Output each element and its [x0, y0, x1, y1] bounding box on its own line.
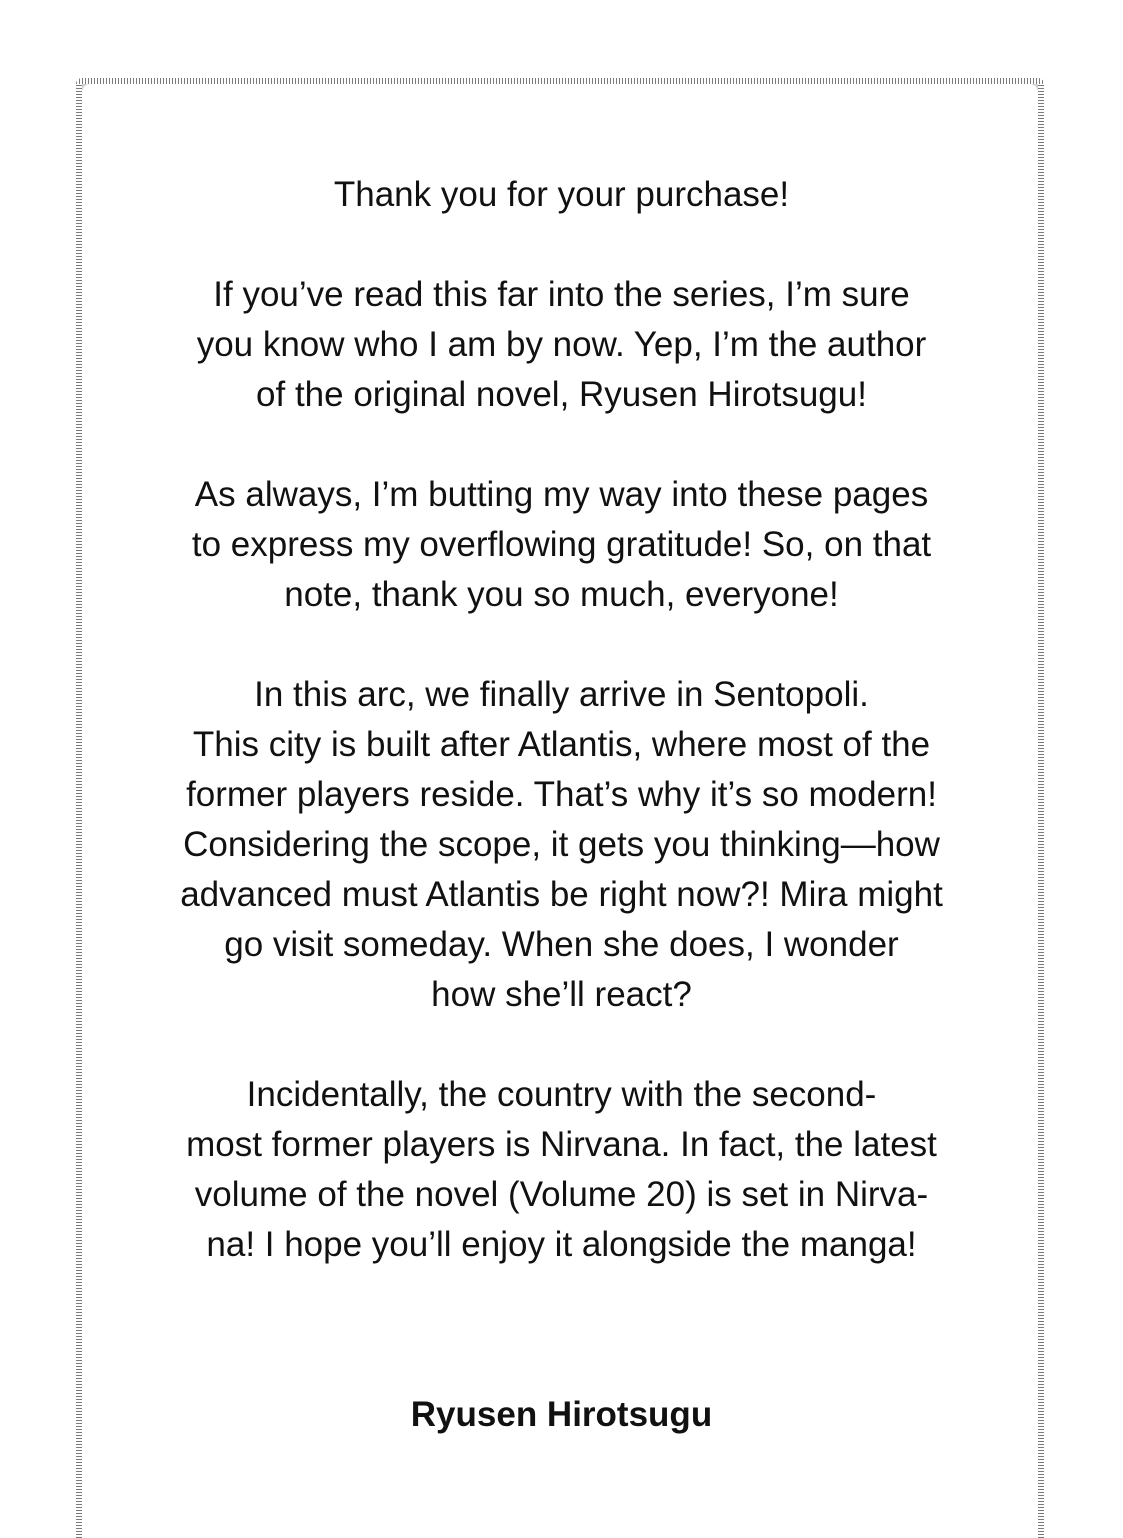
paragraph-sentopoli — [100, 670, 1023, 1020]
text-line: advanced must Atlantis be right now?! Mira might — [180, 875, 943, 914]
text-line: former players reside. That’s why it’s so modern! — [186, 775, 937, 814]
text-line: Thank you for your purchase! — [333, 175, 790, 214]
text-line: As always, I’m butting my way into these pages — [194, 475, 929, 514]
text-line: volume of the novel (Volume 20) is set in Nirva- — [194, 1175, 929, 1214]
paragraph-gratitude — [100, 470, 1023, 620]
text-line: most former players is Nirvana. In fact, the latest — [186, 1125, 937, 1164]
text-line: note, thank you so much, everyone! — [284, 575, 839, 614]
text-line: of the original novel, Ryusen Hirotsugu! — [256, 375, 867, 414]
text-line: go visit someday. When she does, I wonder — [224, 925, 899, 964]
text-line: Considering the scope, it gets you thinking—how — [183, 825, 940, 864]
author-signature: Ryusen Hirotsugu — [410, 1395, 713, 1434]
letter-body — [100, 170, 1023, 1320]
text-line: how she’ll react? — [431, 975, 692, 1014]
text-line: na! I hope you’ll enjoy it alongside the manga! — [206, 1225, 917, 1264]
paragraph-author-intro — [100, 270, 1023, 420]
text-line: In this arc, we finally arrive in Sentopoli. — [254, 675, 869, 714]
paragraph-thanks — [100, 170, 1023, 220]
text-line: Incidentally, the country with the second- — [246, 1075, 877, 1114]
text-line: If you’ve read this far into the series, I’m sure — [213, 275, 910, 314]
text-line: This city is built after Atlantis, where most of the — [192, 725, 931, 764]
paragraph-nirvana — [100, 1070, 1023, 1270]
text-line: to express my overflowing gratitude! So, on that — [191, 525, 932, 564]
page-border-right — [1038, 84, 1044, 1538]
text-line: you know who I am by now. Yep, I’m the author — [196, 325, 927, 364]
